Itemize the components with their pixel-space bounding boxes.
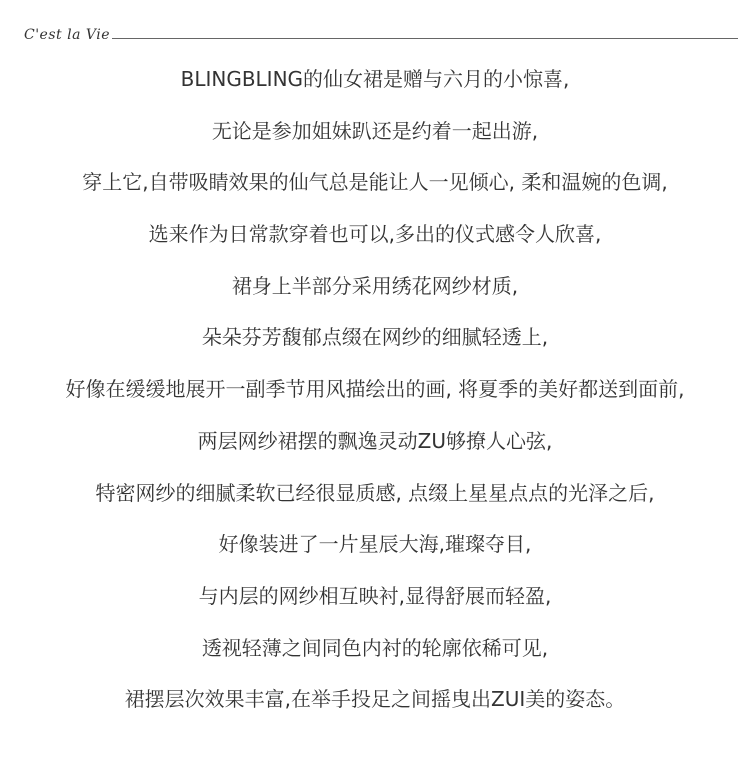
text-line: 无论是参加姐妹趴还是约着一起出游, (211, 118, 539, 143)
text-line: 特密网纱的细腻柔软已经很显质感, 点缀上星星点点的光泽之后, (95, 480, 655, 505)
text-line: 好像在缓缓地展开一副季节用风描绘出的画, 将夏季的美好都送到面前, (65, 377, 685, 402)
text-line: 与内层的网纱相互映衬,显得舒展而轻盈, (198, 583, 552, 608)
text-line: 好像装进了一片星辰大海,璀璨夺目, (218, 532, 532, 557)
text-line: 选来作为日常款穿着也可以,多出的仪式感令人欣喜, (148, 222, 602, 247)
header-divider (112, 38, 738, 39)
text-line: 裙身上半部分采用绣花网纱材质, (231, 273, 519, 298)
page-header (0, 0, 750, 60)
text-line: 透视轻薄之间同色内衬的轮廓依稀可见, (201, 635, 549, 660)
signature-logo: C'est la Vie (24, 27, 111, 43)
text-line: 朵朵芬芳馥郁点缀在网纱的细腻轻透上, (201, 325, 549, 350)
text-line: 两层网纱裙摆的飘逸灵动ZU够撩人心弦, (197, 428, 553, 453)
description-text (0, 59, 750, 731)
text-line: 穿上它,自带吸睛效果的仙气总是能让人一见倾心, 柔和温婉的色调, (82, 170, 668, 195)
text-line: BLINGBLING的仙女裙是赠与六月的小惊喜, (180, 67, 570, 91)
text-line: 裙摆层次效果丰富,在举手投足之间摇曳出ZUI美的姿态。 (124, 687, 626, 712)
